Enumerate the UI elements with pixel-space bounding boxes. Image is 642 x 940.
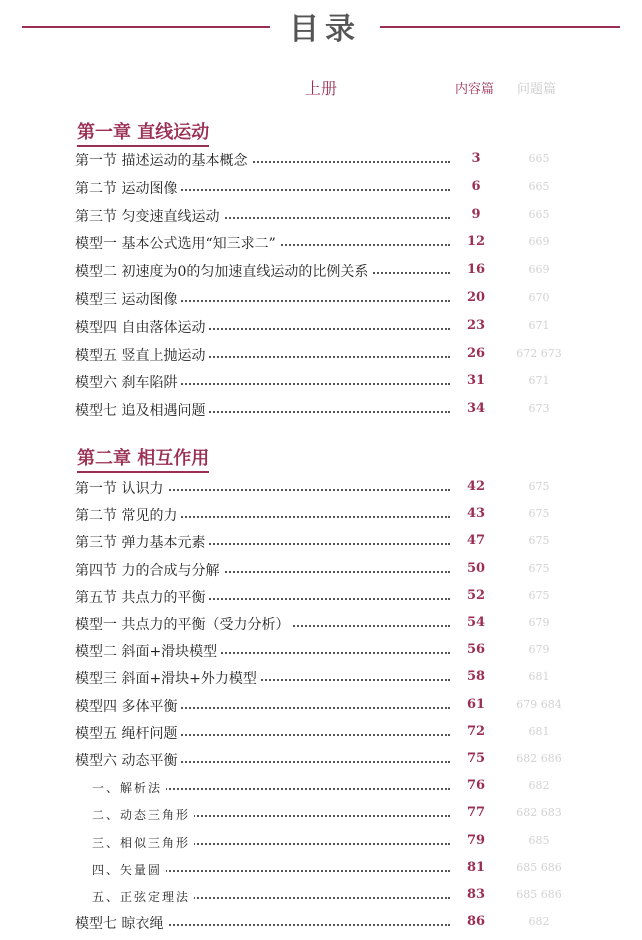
toc-subentry[interactable] — [0, 886, 642, 910]
page-number-problem: 679 — [528, 643, 550, 657]
page-number-content: 12 — [466, 234, 486, 250]
page-number-problem: 671 — [528, 374, 550, 388]
toc-entry-label: 三、相似三角形 — [92, 834, 194, 851]
page-number-content: 56 — [466, 642, 486, 658]
dot-leader — [150, 924, 450, 926]
dot-leader — [150, 489, 450, 491]
toc-entry[interactable] — [0, 723, 642, 747]
page-title: 目录 — [289, 12, 361, 47]
page-number-content: 52 — [466, 587, 486, 603]
volume-title: 上册 — [305, 79, 338, 98]
toc-entry-label: 模型七 追及相遇问题 — [75, 400, 209, 420]
volume-header — [0, 76, 642, 100]
toc-entry-label: 模型三 斜面+滑块+外力模型 — [75, 668, 261, 688]
toc-entry[interactable] — [0, 560, 642, 584]
toc-entry[interactable] — [0, 289, 642, 313]
toc-entry[interactable] — [0, 317, 642, 341]
toc-entry-label: 模型五 竖直上抛运动 — [75, 345, 209, 365]
toc-entry[interactable] — [0, 233, 642, 257]
page-number-content: 50 — [466, 560, 486, 576]
toc-entry[interactable] — [0, 668, 642, 692]
chapter-title: 第一章 直线运动 — [77, 118, 209, 147]
toc-entry-label: 模型六 动态平衡 — [75, 750, 181, 770]
dot-leader — [150, 383, 450, 385]
toc-entry[interactable] — [0, 206, 642, 230]
toc-subentry[interactable] — [0, 804, 642, 828]
page-number-content: 86 — [466, 914, 486, 930]
toc-entry-label: 第四节 力的合成与分解 — [75, 560, 223, 580]
page-number-problem: 679 — [528, 616, 550, 629]
page-number-problem: 675 — [528, 480, 550, 493]
toc-entry-label: 第三节 弹力基本元素 — [75, 532, 209, 552]
toc-entry-label: 模型二 初速度为0的匀加速直线运动的比例关系 — [75, 261, 372, 281]
dot-leader — [150, 734, 450, 736]
page-number-content: 31 — [466, 373, 486, 389]
page-number-problem: 681 — [528, 724, 550, 738]
page-number-content: 58 — [466, 669, 486, 685]
page-number-problem: 681 — [528, 670, 550, 684]
page-number-problem: 672 673 — [516, 346, 562, 360]
toc-subentry[interactable] — [0, 832, 642, 856]
toc-entry-label: 模型四 多体平衡 — [75, 696, 181, 716]
toc-entry[interactable] — [0, 345, 642, 369]
page-number-content: 23 — [466, 317, 486, 333]
page-number-problem: 682 683 — [516, 806, 562, 820]
toc-entry-label: 第一节 描述运动的基本概念 — [75, 150, 251, 170]
toc-entry[interactable] — [0, 696, 642, 720]
toc-entry-label: 五、正弦定理法 — [92, 888, 194, 905]
page-number-content: 20 — [466, 290, 486, 305]
toc-entry[interactable] — [0, 641, 642, 665]
page-number-content: 81 — [466, 859, 486, 875]
toc-entry-label: 二、动态三角形 — [92, 806, 194, 823]
toc-entry-label: 一、解析法 — [92, 779, 166, 796]
toc-entry-label: 模型二 斜面+滑块模型 — [75, 641, 221, 661]
toc-entry[interactable] — [0, 150, 642, 174]
toc-entry[interactable] — [0, 505, 642, 529]
toc-entry-label: 第二节 运动图像 — [75, 178, 181, 198]
dot-leader — [150, 788, 450, 790]
column-header-problem: 问题篇 — [517, 82, 557, 97]
page-number-problem: 675 — [528, 561, 550, 575]
page-number-content: 16 — [466, 262, 486, 278]
toc-entry-label: 模型七 晾衣绳 — [75, 913, 167, 933]
toc-entry[interactable] — [0, 400, 642, 424]
dot-leader — [150, 843, 450, 845]
toc-entry[interactable] — [0, 372, 642, 396]
page-number-content: 72 — [466, 723, 486, 739]
page-number-problem: 671 — [528, 318, 550, 332]
page-number-problem: 665 — [528, 152, 550, 165]
page-number-content: 34 — [466, 401, 486, 417]
page-number-problem: 675 — [528, 507, 550, 521]
toc-entry-label: 第五节 共点力的平衡 — [75, 587, 209, 607]
header-rule-left — [22, 26, 270, 28]
toc-subentry[interactable] — [0, 859, 642, 883]
toc-subentry[interactable] — [0, 777, 642, 801]
dot-leader — [150, 870, 450, 872]
toc-entry[interactable] — [0, 178, 642, 202]
page-number-content: 6 — [471, 178, 481, 194]
dot-leader — [150, 897, 450, 899]
page-number-problem: 682 686 — [516, 752, 562, 765]
chapter-title: 第二章 相互作用 — [77, 444, 209, 473]
page-number-problem: 665 — [528, 207, 550, 221]
page-number-problem: 682 — [528, 915, 550, 929]
page-number-content: 26 — [466, 345, 486, 361]
page-number-content: 76 — [466, 778, 486, 794]
page-number-problem: 685 686 — [516, 888, 562, 901]
dot-leader — [150, 815, 450, 817]
page-number-content: 43 — [466, 506, 486, 522]
toc-entry[interactable] — [0, 614, 642, 638]
toc-entry-label: 四、矢量圆 — [92, 861, 166, 878]
toc-entry-label: 模型五 绳杆问题 — [75, 723, 181, 743]
dot-leader — [150, 707, 450, 709]
toc-entry[interactable] — [0, 478, 642, 502]
toc-entry-label: 模型六 刹车陷阱 — [75, 372, 181, 392]
column-header-content: 内容篇 — [455, 82, 495, 97]
page-number-problem: 675 — [528, 588, 550, 602]
header-rule-right — [380, 26, 620, 28]
page-number-problem: 685 686 — [516, 860, 562, 874]
page-number-content: 75 — [466, 751, 486, 766]
dot-leader — [150, 300, 450, 302]
page-number-problem: 675 — [528, 534, 550, 548]
page-number-content: 77 — [466, 805, 486, 821]
page-number-problem: 679 684 — [516, 697, 562, 711]
page-number-content: 54 — [466, 615, 486, 630]
dot-leader — [150, 189, 450, 191]
toc-entry-label: 第一节 认识力 — [75, 478, 167, 498]
toc-entry[interactable] — [0, 587, 642, 611]
page-number-content: 9 — [471, 206, 481, 222]
toc-entry-label: 模型一 基本公式选用“知三求二” — [75, 233, 280, 253]
toc-entry[interactable] — [0, 532, 642, 556]
page-number-problem: 682 — [528, 779, 550, 793]
page-number-problem: 669 — [528, 235, 550, 249]
page-number-problem: 670 — [528, 291, 550, 304]
page-number-problem: 673 — [528, 402, 550, 416]
page-number-content: 83 — [466, 887, 486, 902]
page-header — [0, 0, 642, 60]
dot-leader — [150, 516, 450, 518]
toc-entry-label: 模型一 共点力的平衡（受力分析） — [75, 614, 293, 634]
page-number-content: 3 — [471, 151, 481, 166]
toc-entry[interactable] — [0, 913, 642, 937]
page-number-problem: 685 — [528, 833, 550, 847]
page-number-problem: 665 — [528, 179, 550, 193]
page-number-content: 79 — [466, 832, 486, 848]
toc-entry-label: 第三节 匀变速直线运动 — [75, 206, 223, 226]
dot-leader — [150, 761, 450, 763]
toc-entry[interactable] — [0, 750, 642, 774]
toc-entry[interactable] — [0, 261, 642, 285]
toc-entry-label: 模型四 自由落体运动 — [75, 317, 209, 337]
page-number-content: 47 — [466, 533, 486, 549]
page-number-problem: 669 — [528, 263, 550, 277]
toc-entry-label: 模型三 运动图像 — [75, 289, 181, 309]
toc-entry-label: 第二节 常见的力 — [75, 505, 181, 525]
page-number-content: 42 — [466, 479, 486, 494]
page-number-content: 61 — [466, 696, 486, 712]
